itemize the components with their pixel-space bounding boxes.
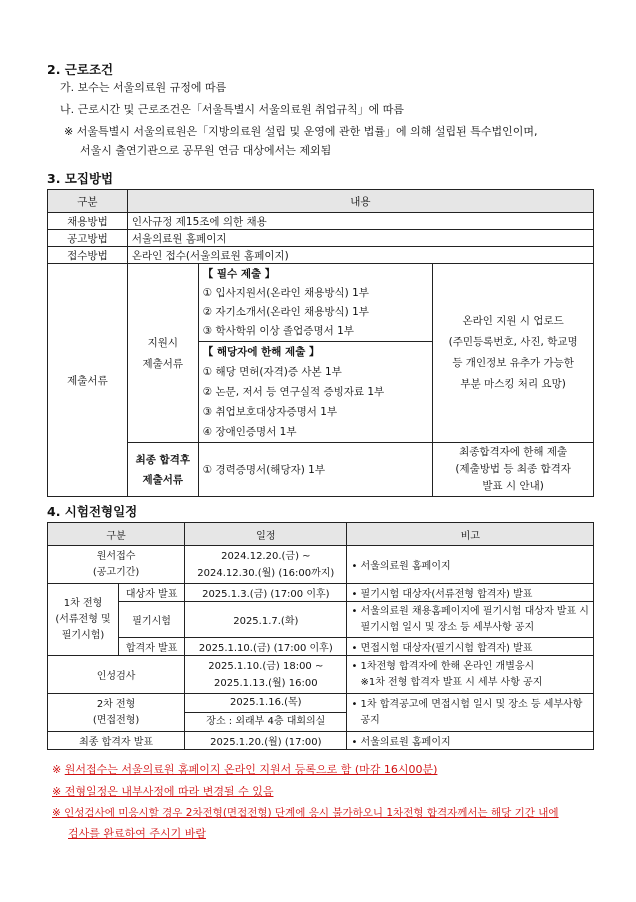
section-3-title: 3. 모집방법 <box>47 171 114 186</box>
first-date: 2025.1.10.(금) (17:00 이후) <box>185 638 347 656</box>
table-header: 구분 <box>48 523 185 546</box>
notice-1: ※ 원서접수는 서울의료원 홈페이지 온라인 지원서 등록으로 함 (마감 16시00분) <box>52 763 438 776</box>
table-header: 내용 <box>127 190 593 213</box>
required-docs-cell <box>198 264 433 342</box>
table-header: 일정 <box>185 523 347 546</box>
first-note: • 필기시험 대상자(서류전형 합격자) 발표 <box>347 584 594 602</box>
required-header: 【 필수 제출 】 <box>202 268 276 280</box>
second-stage-date: 2025.1.16.(목) 장소 : 외래부 4층 대회의실 <box>185 694 347 732</box>
applicable-docs-cell <box>198 342 433 443</box>
first-sub-label: 대상자 발표 <box>119 584 185 602</box>
list-item: ③ 취업보호대상자증명서 1부 <box>202 406 338 418</box>
application-label: 원서접수 (공고기간) <box>48 546 185 584</box>
application-date: 2024.12.20.(금) ~ 2024.12.30.(월) (16:00까지) <box>185 546 347 584</box>
notice-3-cont: 검사를 완료하여 주시기 바람 <box>68 827 207 840</box>
first-note: • 면접시험 대상자(필기시험 합격자) 발표 <box>347 638 594 656</box>
recruitment-method-table <box>47 189 594 497</box>
notice-3: ※ 인성검사에 미응시할 경우 2차전형(면접전형) 단계에 응시 불가하오니 1차전형 합격자께서는 해당 기간 내에 <box>52 807 559 819</box>
first-stage-label: 1차 전형 (서류전형 및 필기시험) <box>48 584 119 656</box>
row-value: 온라인 접수(서울의료원 홈페이지) <box>127 247 593 264</box>
row-value: 인사규정 제15조에 의한 채용 <box>127 213 593 230</box>
second-stage-label: 2차 전형 (면접전형) <box>48 694 185 732</box>
personality-date: 2025.1.10.(금) 18:00 ~ 2025.1.13.(월) 16:00 <box>185 656 347 694</box>
second-stage-note: • 1차 합격공고에 면접시험 일시 및 장소 등 세부사항 공지 <box>347 694 594 732</box>
docs-label: 제출서류 <box>48 264 128 497</box>
applicable-header: 【 해당자에 한해 제출 】 <box>202 346 320 358</box>
personality-label: 인성검사 <box>48 656 185 694</box>
final-note-cell: 최종합격자에 한해 제출 (제출방법 등 최종 합격자 발표 시 안내) <box>433 443 594 497</box>
final-note: • 서울의료원 홈페이지 <box>347 732 594 750</box>
section-4-title: 4. 시험전형일정 <box>47 504 138 519</box>
list-item: ② 자기소개서(온라인 채용방식) 1부 <box>202 306 369 318</box>
row-label: 공고방법 <box>48 230 128 247</box>
personality-note: • 1차전형 합격자에 한해 온라인 개별응시 ※1차 전형 합격자 발표 시 세부 사항 공지 <box>347 656 594 694</box>
final-date: 2025.1.20.(월) (17:00) <box>185 732 347 750</box>
list-item: ① 해당 면허(자격)증 사본 1부 <box>202 366 342 378</box>
first-sub-label: 합격자 발표 <box>119 638 185 656</box>
final-docs-label: 최종 합격후 제출서류 <box>127 443 198 497</box>
list-item: ① 입사지원서(온라인 채용방식) 1부 <box>202 287 369 299</box>
applicant-docs-label: 지원시 제출서류 <box>127 264 198 443</box>
section-2-title: 2. 근로조건 <box>47 62 114 77</box>
table-header: 구분 <box>48 190 128 213</box>
sec2-item-ga: 가. 보수는 서울의료원 규정에 따름 <box>60 81 227 94</box>
first-date: 2025.1.7.(화) <box>185 602 347 638</box>
sec2-item-na: 나. 근로시간 및 근로조건은「서울특별시 서울의료원 취업규칙」에 따름 <box>60 103 405 116</box>
first-note: • 서울의료원 채용홈페이지에 필기시험 대상자 발표 시 필기시험 일시 및 장소 등 세부사항 공지 <box>347 602 594 638</box>
row-label: 접수방법 <box>48 247 128 264</box>
exam-schedule-table <box>47 522 594 750</box>
list-item: ④ 장애인증명서 1부 <box>202 426 297 438</box>
notice-2: ※ 전형일정은 내부사정에 따라 변경될 수 있음 <box>52 785 274 798</box>
first-sub-label: 필기시험 <box>119 602 185 638</box>
final-label: 최종 합격자 발표 <box>48 732 185 750</box>
table-header: 비고 <box>347 523 594 546</box>
list-item: ③ 학사학위 이상 졸업증명서 1부 <box>202 325 354 337</box>
list-item: ② 논문, 저서 등 연구실적 증빙자료 1부 <box>202 386 385 398</box>
upload-note-cell: 온라인 지원 시 업로드 (주민등록번호, 사진, 학교명 등 개인정보 유추가 가능한 부분 마스킹 처리 요망) <box>433 264 594 443</box>
sec2-note-line1: ※ 서울특별시 서울의료원은「지방의료원 설립 및 운영에 관한 법률」에 의해 설립된 특수법인이며, <box>64 125 538 138</box>
application-note: • 서울의료원 홈페이지 <box>347 546 594 584</box>
sec2-note-line2: 서울시 출연기관으로 공무원 연금 대상에서는 제외됨 <box>80 144 332 157</box>
row-value: 서울의료원 홈페이지 <box>127 230 593 247</box>
row-label: 채용방법 <box>48 213 128 230</box>
first-date: 2025.1.3.(금) (17:00 이후) <box>185 584 347 602</box>
final-docs-item: ① 경력증명서(해당자) 1부 <box>198 443 433 497</box>
